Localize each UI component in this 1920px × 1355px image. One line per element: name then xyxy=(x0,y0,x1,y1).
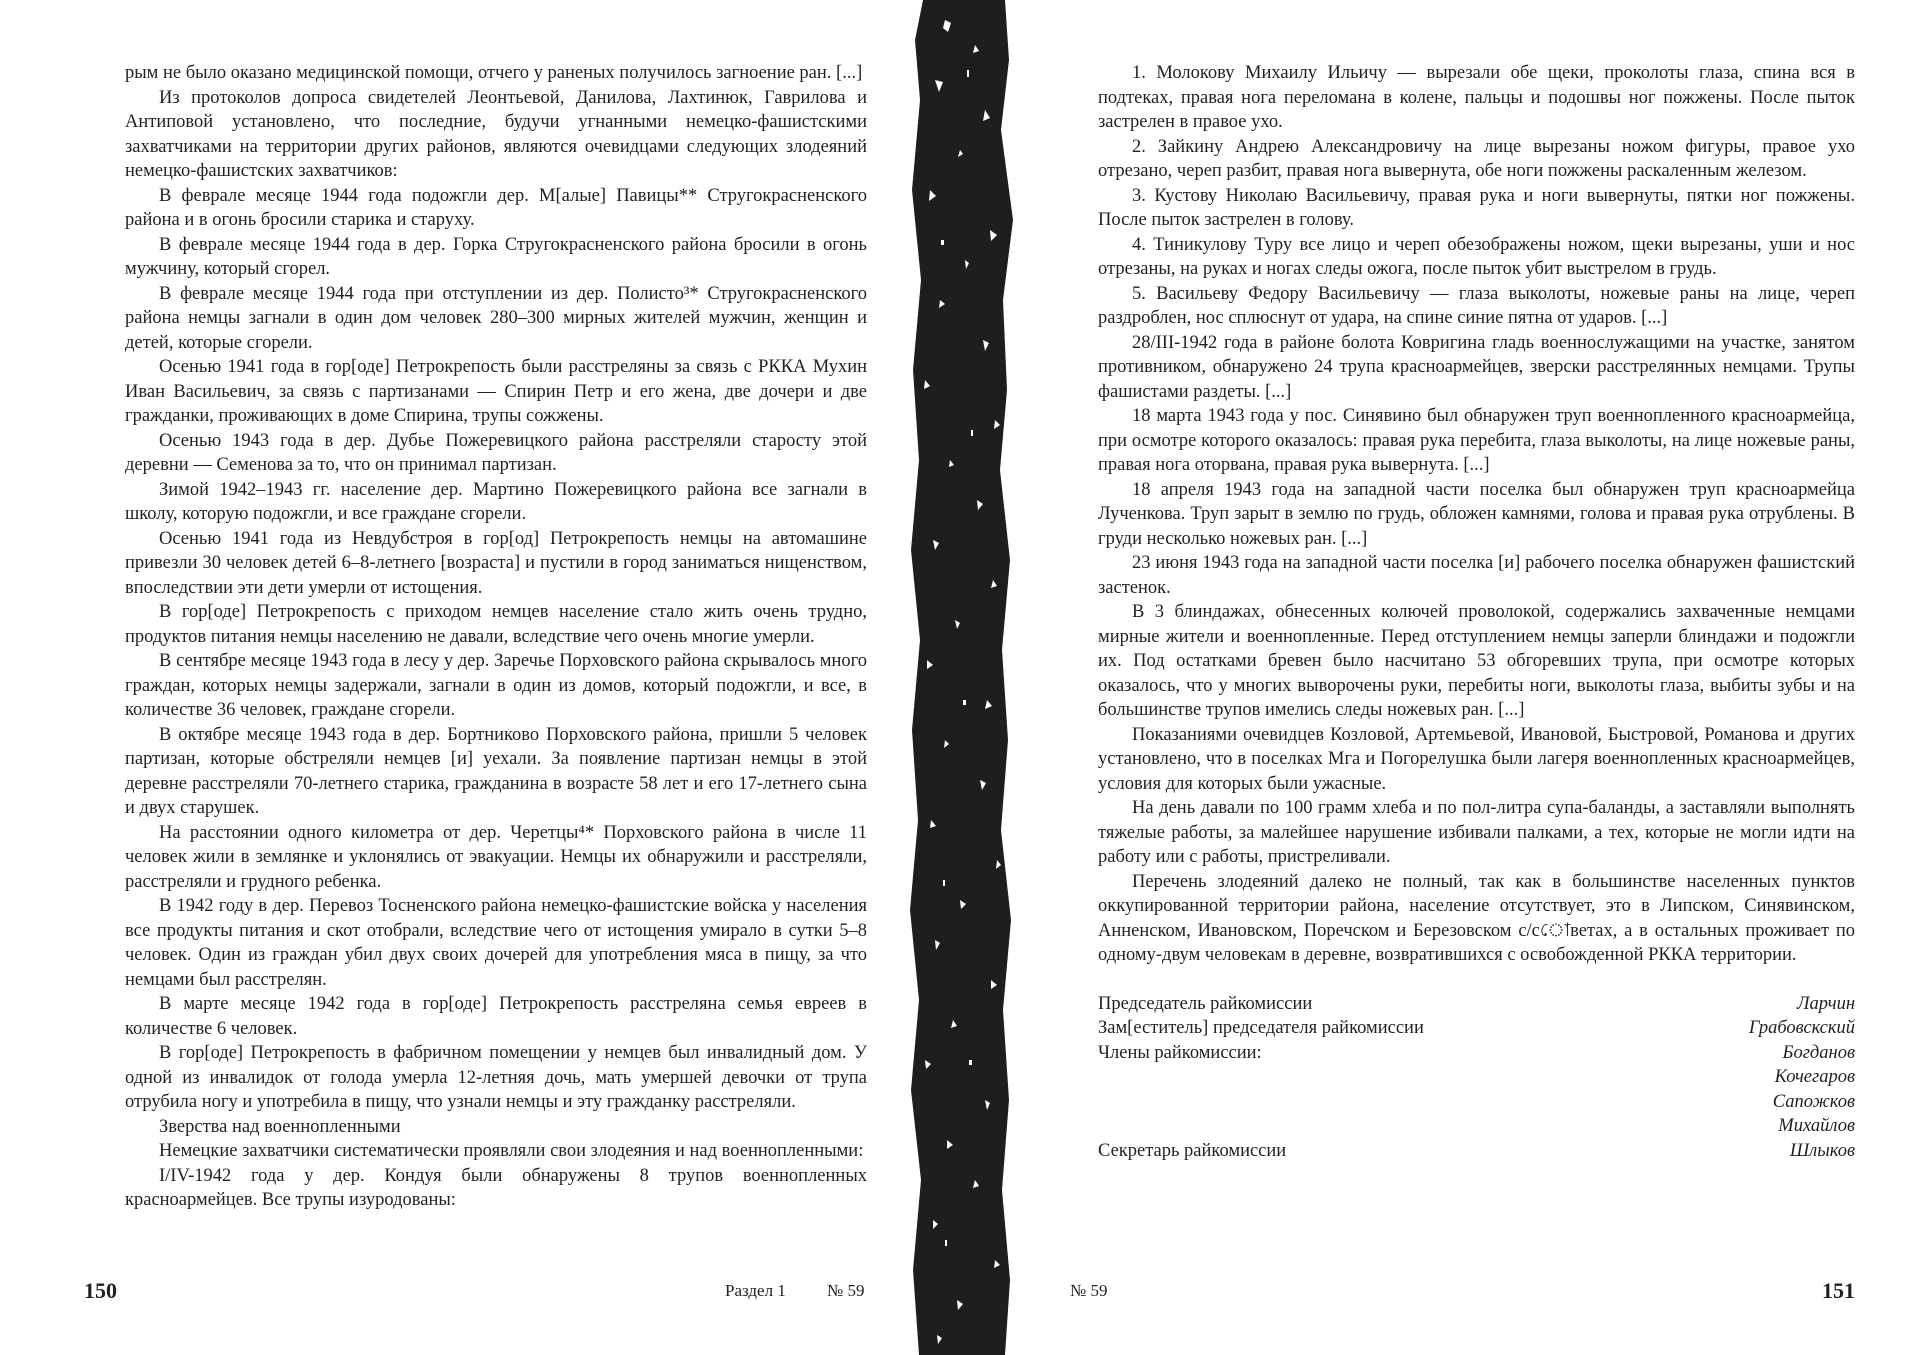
paragraph: 5. Васильеву Федору Васильевичу — глаза выколоты, ножевые раны на лице, череп раздроблен, нос сплюснут от удара, на спине синие пятна от ударов. [...] xyxy=(1098,283,1855,328)
paragraph: Перечень злодеяний далеко не полный, так как в большинстве населенных пунктов оккупированной территории района, население отсутствует, это в Липском, Синявинском, Анненском, Ивановском, Поречском и Березовском с/сোветах, а в остальных проживает по одному-двум человекам в деревне, возвратившихся с освобожденной РККА территории. xyxy=(1098,871,1855,965)
right-doc-number: № 59 xyxy=(1070,1281,1108,1300)
paragraph: Из протоколов допроса свидетелей Леонтьевой, Данилова, Лахтинюк, Гаврилова и Антиповой установлено, что последние, будучи угнанными немецко-фашистскими захватчиками на территории других районов, являются очевидцами следующих злодеяний немецко-фашистских захватчиков: xyxy=(125,87,867,181)
paragraph: Показаниями очевидцев Козловой, Артемьевой, Ивановой, Быстровой, Романова и других установлено, что в поселках Мга и Погорелушка были лагеря военнопленных красноармейцев, условия для которых были ужасные. xyxy=(1098,724,1855,794)
paragraph: 2. Зайкину Андрею Александровичу на лице вырезаны ножом фигуры, правое ухо отрезано, череп разбит, правая нога вывернута, обе ноги пожжены раскаленным железом. xyxy=(1098,136,1855,181)
paragraph: Осенью 1941 года из Невдубстроя в гор[од] Петрокрепость немцы на автомашине привезли 30 человек детей 6–8-летнего [возраста] и пустили в город заниматься нищенством, впоследствии эти дети умерли от истощения. xyxy=(125,528,867,598)
signature-role: Члены райкомиссии: xyxy=(1098,1042,1262,1063)
signature-name: Шлыков xyxy=(1789,1140,1855,1161)
paragraph: 18 марта 1943 года у пос. Синявино был обнаружен труп военнопленного красноармейца, при осмотре которого оказалось: правая рука перебита, глаза выколоты, на лице ножевые раны, правая нога оторвана, правая рука вывернута. [...] xyxy=(1098,406,1855,475)
spine-decoration xyxy=(905,0,1018,1355)
signature-row xyxy=(1098,992,1855,1017)
paragraph: В марте месяце 1942 года в гор[оде] Петрокрепость расстреляна семья евреев в количестве 6 человек. xyxy=(125,994,867,1039)
signature-name: Богданов xyxy=(1782,1042,1855,1063)
paragraph: В феврале месяце 1944 года подожгли дер. М[алые] Павицы** Стругокрасненского района и в огонь бросили старика и старуху. xyxy=(125,185,867,230)
signature-row xyxy=(1098,1090,1855,1115)
paragraph: 18 апреля 1943 года на западной части поселка был обнаружен труп красноармейца Лученкова. Труп зарыт в землю по грудь, обложен камнями, голова и правая рука отрублены. В груди несколько ножевых ран. [...] xyxy=(1098,479,1855,549)
signature-role: Секретарь райкомиссии xyxy=(1098,1140,1287,1161)
paragraph: Зимой 1942–1943 гг. население дер. Мартино Пожеревицкого района все загнали в школу, которую подожгли, и все граждане сгорели. xyxy=(125,479,867,524)
right-page-number: 151 xyxy=(1822,1278,1855,1303)
signature-block xyxy=(1098,992,1855,1164)
left-page-number: 150 xyxy=(84,1278,117,1303)
paragraph: 23 июня 1943 года на западной части поселка [и] рабочего поселка обнаружен фашистский застенок. xyxy=(1098,553,1855,598)
signature-name: Сапожков xyxy=(1772,1091,1855,1112)
paragraph: 4. Тиникулову Туру все лицо и череп обезображены ножом, щеки вырезаны, уши и нос отрезаны, на руках и ногах следы ожога, после пыток убит выстрелом в грудь. xyxy=(1098,234,1855,279)
paragraph: Немецкие захватчики систематически проявляли свои злодеяния и над военнопленными: xyxy=(159,1141,864,1161)
signature-row xyxy=(1098,1139,1855,1164)
paragraph: В 1942 году в дер. Перевоз Тосненского района немецко-фашистские войска у населения все продукты питания и скот отобрали, вследствие чего от истощения умирало в сутки 5–8 человек. Один из граждан убил двух своих дочерей для употребления мяса в пищу, за что немцами был расстрелян. xyxy=(125,896,867,990)
signature-row xyxy=(1098,1065,1855,1090)
right-page xyxy=(1018,0,1920,1355)
signature-name: Михайлов xyxy=(1778,1116,1855,1136)
signature-name: Кочегаров xyxy=(1774,1067,1855,1087)
signature-role: Зам[еститель] председателя райкомиссии xyxy=(1098,1018,1424,1038)
paragraph: Зверства над военнопленными xyxy=(159,1116,401,1137)
paragraph: На расстоянии одного километра от дер. Черетцы⁴* Порховского района в числе 11 человек жили в землянке и уклонялись от эвакуации. Немцы их обнаружили и расстреляли, расстреляли и грудного ребенка. xyxy=(125,822,867,892)
paragraph: I/IV-1942 года у дер. Кондуя были обнаружены 8 трупов военнопленных красноармейцев. Все трупы изуродованы: xyxy=(125,1165,867,1210)
paragraph: Осенью 1941 года в гор[оде] Петрокрепость были расстреляны за связь с РККА Мухин Иван Васильевич, за связь с партизанами — Спирин Петр и его жена, две дочери и две гражданки, проживающих в доме Спирина, трупы сожжены. xyxy=(125,357,867,426)
paragraph: 28/III-1942 года в районе болота Ковригина гладь военнослужащими на участке, занятом противником, обнаружено 24 трупа красноармейцев, зверски расстрелянных немцами. Трупы фашистами раздеты. [...] xyxy=(1098,332,1855,402)
paragraph: Осенью 1943 года в дер. Дубье Пожеревицкого района расстреляли старосту этой деревни — Семенова за то, что он принимал партизан. xyxy=(125,430,867,475)
paragraph: В феврале месяце 1944 года при отступлении из дер. Полисто³* Стругокрасненского района немцы загнали в один дом человек 280–300 мирных жителей мужчин, женщин и детей, которые сгорели. xyxy=(125,283,867,353)
paragraph: В гор[оде] Петрокрепость в фабричном помещении у немцев был инвалидный дом. У одной из инвалидок от голода умерла 12-летняя дочь, мать умершей девочки от трупа отрубила ногу и употребила в пищу, что узнали немцы и эту гражданку расстреляли. xyxy=(125,1043,867,1112)
paragraph: 3. Кустову Николаю Васильевичу, правая рука и ноги вывернуты, пятки ног пожжены. После пыток застрелен в голову. xyxy=(1098,185,1855,230)
right-page-paragraphs xyxy=(1098,61,1855,968)
left-section-label: Раздел 1 xyxy=(725,1281,786,1300)
paragraph: В 3 блиндажах, обнесенных колючей проволокой, содержались захваченные немцами мирные жители и военнопленные. Перед отступлением немцы заперли блиндажи и подожгли их. Под остатками бревен было насчитано 53 обгоревших трупа, при осмотре которых оказалось, что у многих выворочены руки, перебиты ноги, выколоты глаза, выбиты зубы и на большинстве трупов имелись следы ножевых ран. [...] xyxy=(1098,602,1855,720)
right-page-text xyxy=(1098,61,1855,1163)
signature-row xyxy=(1098,1041,1855,1066)
paragraph: рым не было оказано медицинской помощи, отчего у раненых получилось загноение ран. [...] xyxy=(125,63,863,83)
paragraph: В сентябре месяце 1943 года в лесу у дер. Заречье Порховского района скрывалось много граждан, которых немцы задержали, загнали в один из домов, который подожгли, и все, в количестве 36 человек, граждане сгорели. xyxy=(125,651,867,720)
paragraph: 1. Молокову Михаилу Ильичу — вырезали обе щеки, проколоты глаза, спина вся в подтеках, правая нога переломана в колене, пальцы и подошвы ног пожжены. После пыток застрелен в правое ухо. xyxy=(1098,63,1855,132)
left-page xyxy=(0,0,905,1355)
signature-role: Председатель райкомиссии xyxy=(1098,993,1313,1014)
paragraph: На день давали по 100 грамм хлеба и по пол-литра супа-баланды, а заставляли выполнять тяжелые работы, за малейшее нарушение избивали палками, а тех, которые не могли идти на работу или с работы, пристреливали. xyxy=(1098,798,1855,867)
signature-row xyxy=(1098,1114,1855,1139)
left-page-text xyxy=(125,61,867,1213)
signature-name: Грабовскский xyxy=(1748,1018,1855,1038)
signature-row xyxy=(1098,1016,1855,1041)
paragraph: В гор[оде] Петрокрепость с приходом немцев население стало жить очень трудно, продуктов питания немцы населению не давали, вследствие чего очень многие умерли. xyxy=(125,602,867,647)
signature-name: Ларчин xyxy=(1796,993,1855,1014)
left-doc-number: № 59 xyxy=(827,1281,865,1300)
paragraph: В октябре месяце 1943 года в дер. Бортниково Порховского района, пришли 5 человек партизан, которые обстреляли немцев [и] уехали. За появление партизан немцы в этой деревне расстреляли 70-летнего старика, гражданина в возрасте 58 лет и его 17-летнего сына и двух старушек. xyxy=(125,724,867,818)
paragraph: В феврале месяце 1944 года в дер. Горка Стругокрасненского района бросили в огонь мужчину, который сгорел. xyxy=(125,234,867,279)
